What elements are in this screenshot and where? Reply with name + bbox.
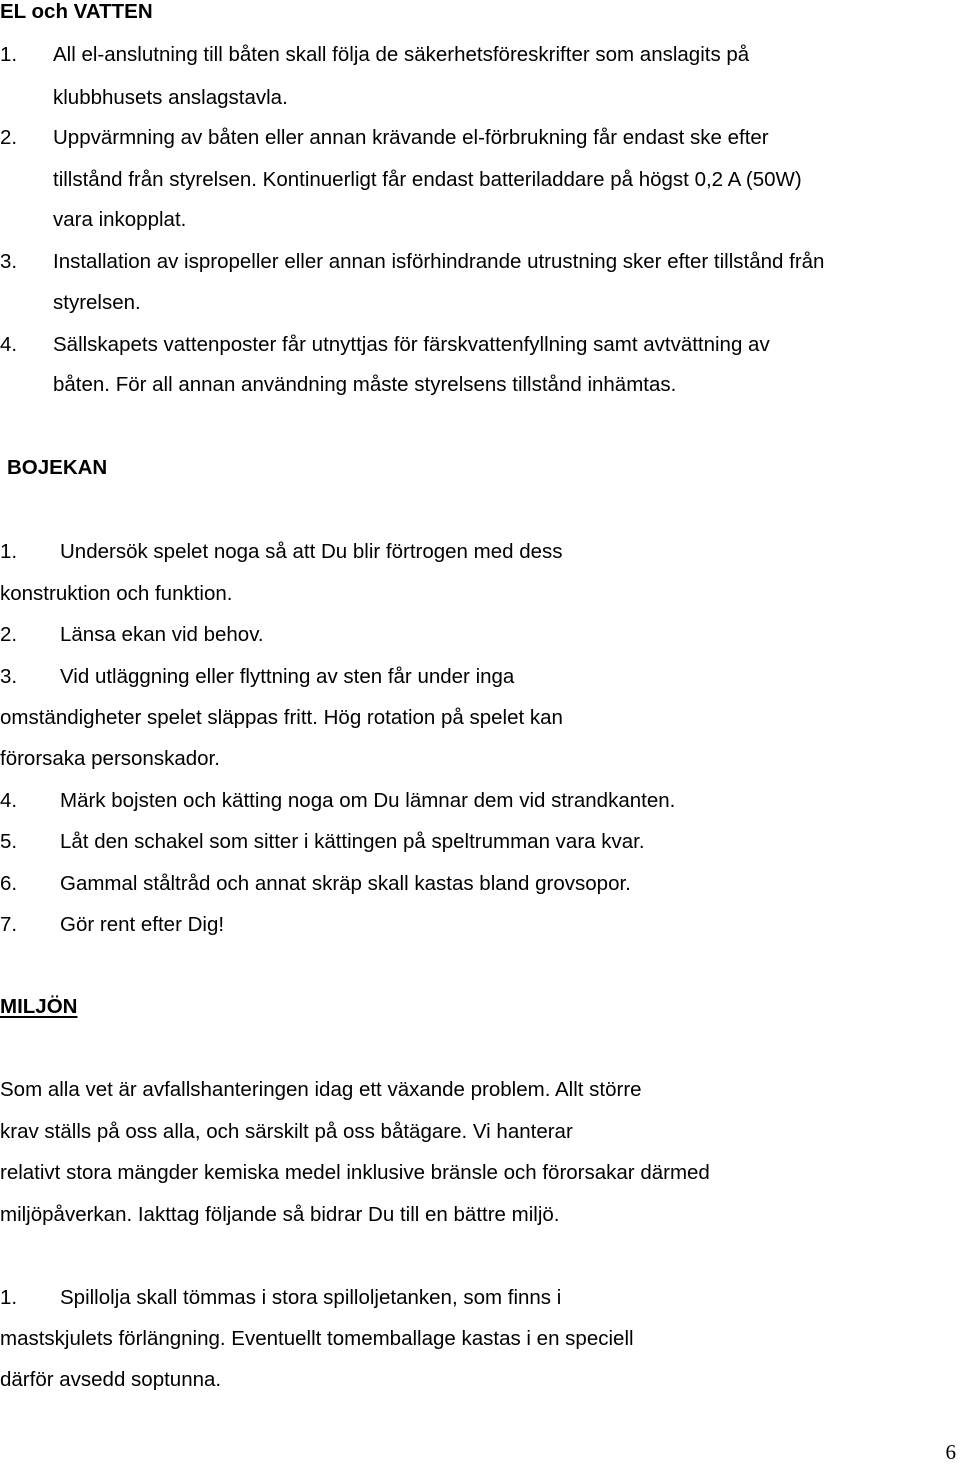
section-heading-miljon: MILJÖN <box>0 995 78 1018</box>
paragraph-line: miljöpåverkan. Iakttag följande så bidrar Du till en bättre miljö. <box>0 1203 560 1226</box>
list-item-text: konstruktion och funktion. <box>0 582 233 605</box>
paragraph-line: krav ställs på oss alla, och särskilt på oss båtägare. Vi hanterar <box>0 1120 573 1143</box>
list-item-text: mastskjulets förlängning. Eventuellt tomemballage kastas i en speciell <box>0 1327 634 1350</box>
list-item-text: omständigheter spelet släppas fritt. Hög rotation på spelet kan <box>0 706 563 729</box>
page-number: 6 <box>945 1440 956 1464</box>
list-item-text: Vid utläggning eller flyttning av sten får under inga <box>60 665 515 688</box>
list-item-number: 7. <box>0 913 18 936</box>
list-item-text: Spillolja skall tömmas i stora spilloljetanken, som finns i <box>60 1286 562 1309</box>
list-item-number: 1. <box>0 540 18 563</box>
section-heading-bojekan: BOJEKAN <box>7 456 108 479</box>
list-item-text: därför avsedd soptunna. <box>0 1368 222 1391</box>
list-item-number: 3. <box>0 665 18 688</box>
list-item-text: vara inkopplat. <box>53 208 187 231</box>
paragraph-line: Som alla vet är avfallshanteringen idag ett växande problem. Allt större <box>0 1078 642 1101</box>
section-heading-el-och-vatten: EL och VATTEN <box>0 0 153 23</box>
list-item-text: Låt den schakel som sitter i kättingen på speltrumman vara kvar. <box>60 830 645 853</box>
list-item-text: Märk bojsten och kätting noga om Du lämnar dem vid strandkanten. <box>60 789 676 812</box>
list-item-text: Sällskapets vattenposter får utnyttjas för färskvattenfyllning samt avtvättning av <box>53 333 770 356</box>
list-item-number: 2. <box>0 126 18 149</box>
list-item-text: Gör rent efter Dig! <box>60 913 225 936</box>
list-item-text: förorsaka personskador. <box>0 747 220 770</box>
list-item-number: 4. <box>0 789 18 812</box>
list-item-text: klubbhusets anslagstavla. <box>53 86 288 109</box>
list-item-text: All el-anslutning till båten skall följa de säkerhetsföreskrifter som anslagits på <box>53 43 750 66</box>
list-item-number: 3. <box>0 250 18 273</box>
paragraph-line: relativt stora mängder kemiska medel inklusive bränsle och förorsakar därmed <box>0 1161 710 1184</box>
list-item-number: 1. <box>0 1286 18 1309</box>
list-item-number: 4. <box>0 333 18 356</box>
list-item-text: Undersök spelet noga så att Du blir förtrogen med dess <box>60 540 563 563</box>
list-item-text: styrelsen. <box>53 291 141 314</box>
list-item-number: 6. <box>0 872 18 895</box>
list-item-number: 1. <box>0 43 18 66</box>
list-item-text: Installation av ispropeller eller annan isförhindrande utrustning sker efter tillstånd från <box>53 250 825 273</box>
list-item-text: Länsa ekan vid behov. <box>60 623 264 646</box>
list-item-text: tillstånd från styrelsen. Kontinuerligt får endast batteriladdare på högst 0,2 A (50W) <box>53 168 802 191</box>
list-item-number: 5. <box>0 830 18 853</box>
list-item-number: 2. <box>0 623 18 646</box>
list-item-text: Gammal ståltråd och annat skräp skall kastas bland grovsopor. <box>60 872 631 895</box>
list-item-text: Uppvärmning av båten eller annan krävande el-förbrukning får endast ske efter <box>53 126 769 149</box>
list-item-text: båten. För all annan användning måste styrelsens tillstånd inhämtas. <box>53 373 677 396</box>
